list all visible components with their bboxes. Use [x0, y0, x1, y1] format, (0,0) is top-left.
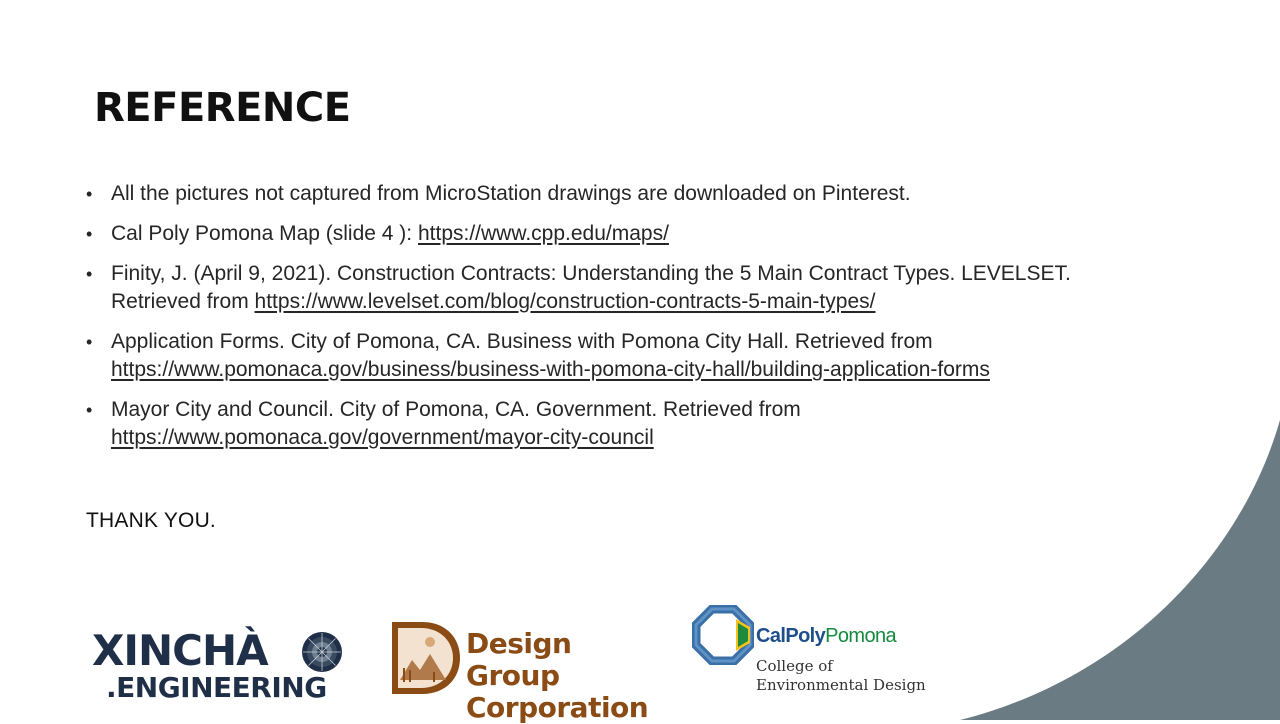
cpp-logo-sub-line2: Environmental Design [756, 676, 926, 694]
reference-text: All the pictures not captured from MicroStation drawings are downloaded on Pinterest. [111, 182, 911, 205]
cpp-logo-sub-line1: College of [756, 657, 833, 675]
reference-text: Cal Poly Pomona Map (slide 4 ): [111, 222, 418, 245]
cpp-logo-name-part2: Pomona [825, 625, 897, 647]
cpp-octagon-icon [692, 605, 754, 665]
reference-item [86, 260, 1146, 316]
design-group-corporation-logo [390, 620, 670, 724]
reference-item [86, 220, 1146, 248]
cpp-logo-name-part1: CalPoly [756, 625, 826, 647]
reference-item [86, 180, 1146, 208]
reference-text: Finity, J. (April 9, 2021). Construction Contracts: Understanding the 5 Main Contract Types. LEVELSET. Retrieved from [111, 262, 1071, 313]
reference-item [86, 328, 1146, 384]
cpp-logo-subtitle [756, 657, 926, 695]
cal-poly-pomona-logo [692, 605, 942, 700]
reference-link[interactable]: https://www.pomonaca.gov/government/mayor-city-council [111, 426, 654, 449]
dgc-logo-line2: Corporation [466, 691, 649, 724]
reference-text: Application Forms. City of Pomona, CA. Business with Pomona City Hall. Retrieved from [111, 330, 933, 353]
xinchao-logo-line2: .ENGINEERING [106, 671, 327, 704]
closing-text: THANK YOU. [86, 509, 216, 532]
reference-link[interactable]: https://www.pomonaca.gov/business/business-with-pomona-city-hall/building-application-forms [111, 358, 990, 381]
dgc-mark-icon [390, 620, 462, 696]
cpp-logo-name [756, 625, 896, 648]
reference-item [86, 396, 1146, 452]
reference-link[interactable]: https://www.levelset.com/blog/construction-contracts-5-main-types/ [254, 290, 876, 313]
reference-link[interactable]: https://www.cpp.edu/maps/ [417, 222, 669, 245]
xinchao-engineering-logo [92, 628, 352, 704]
slide-title: REFERENCE [94, 85, 351, 131]
xinchao-emblem-icon [300, 630, 344, 674]
reference-list [86, 180, 1146, 464]
xinchao-logo-line1: XINCHÀ [92, 626, 268, 675]
reference-text: Mayor City and Council. City of Pomona, CA. Government. Retrieved from [111, 398, 801, 421]
dgc-logo-text [466, 628, 670, 724]
dgc-logo-line1: Design Group [466, 627, 572, 692]
